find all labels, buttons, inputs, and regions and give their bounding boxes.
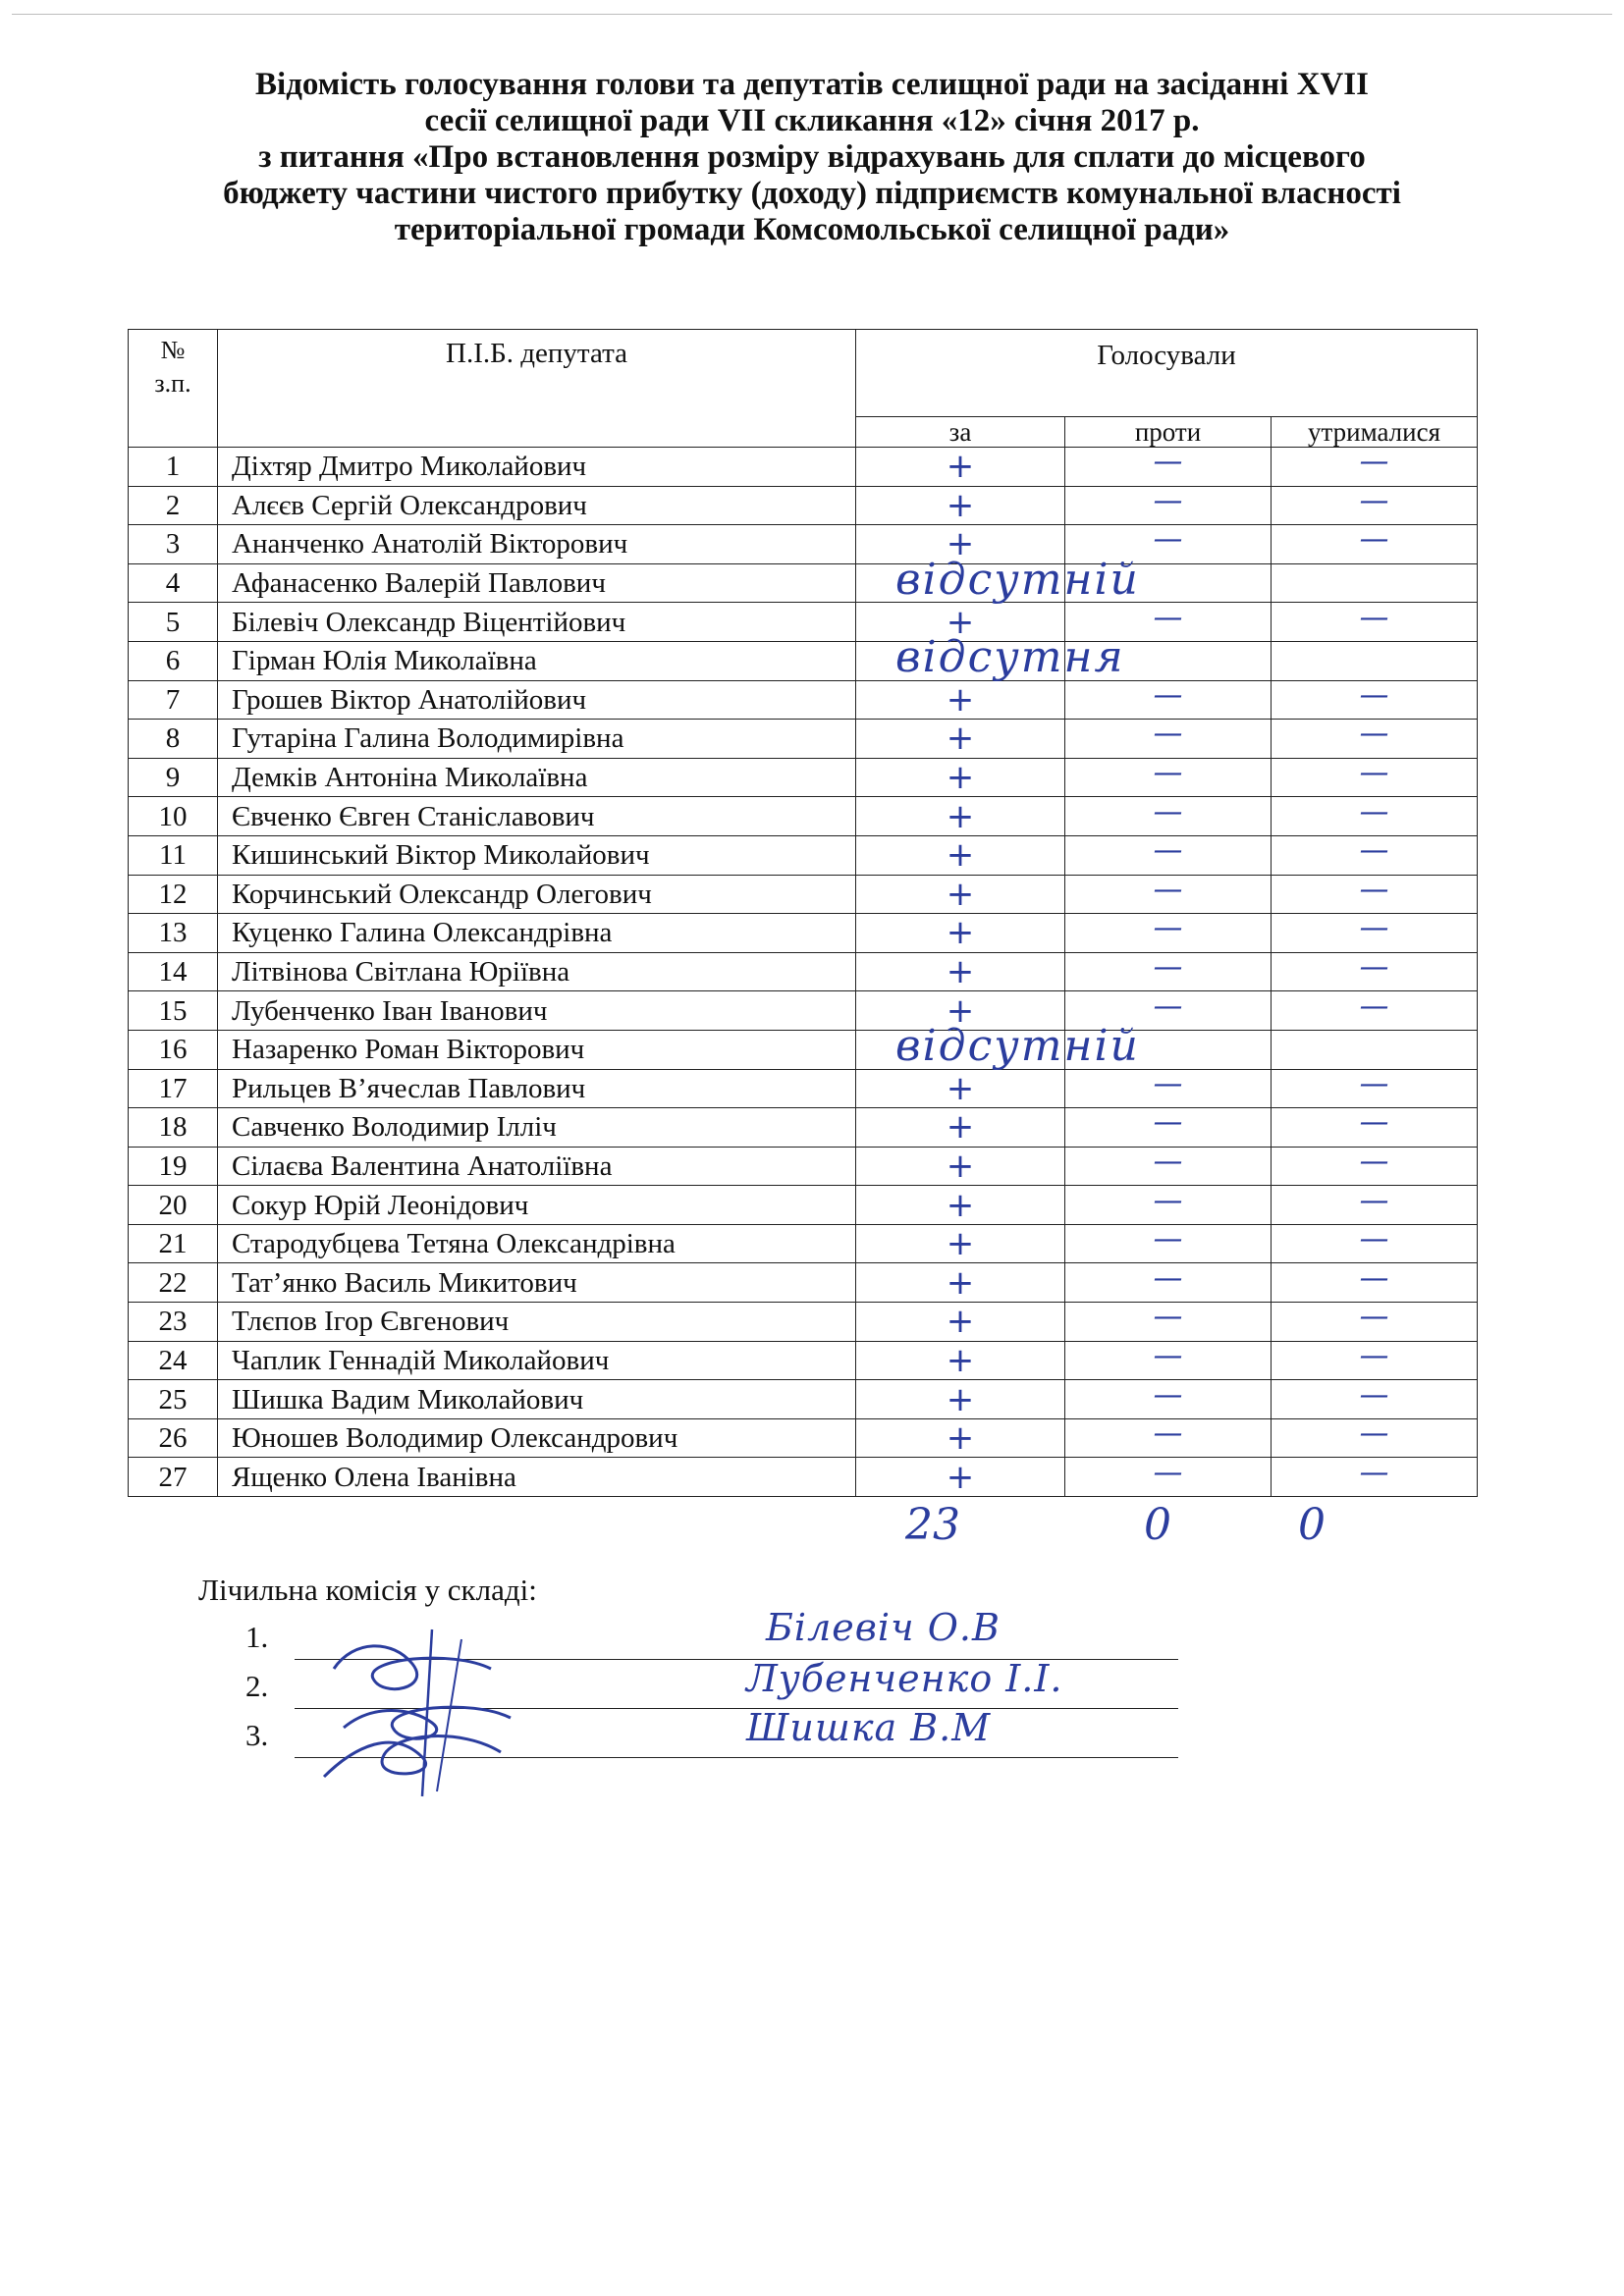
for-cell <box>856 797 1065 836</box>
against-cell <box>1065 717 1272 759</box>
vote-for-mark: + <box>946 1185 975 1225</box>
for-cell <box>856 914 1065 953</box>
against-cell <box>1065 1066 1272 1108</box>
for-cell <box>856 486 1065 525</box>
header-name: П.І.Б. депутата <box>218 330 856 448</box>
row-number: 24 <box>129 1341 218 1380</box>
deputy-name: Корчинський Олександр Олегович <box>218 875 856 914</box>
vote-for-mark: + <box>946 952 975 992</box>
deputy-name: Назаренко Роман Вікторович <box>218 1030 856 1069</box>
abstained-cell <box>1272 952 1478 991</box>
abstained-cell <box>1272 1105 1478 1148</box>
title-line: з питання «Про встановлення розміру відрахувань для сплати до місцевого <box>258 139 1366 175</box>
abstained-cell <box>1272 677 1478 720</box>
total-for: 23 <box>905 1500 960 1550</box>
vote-against-mark: — <box>1153 1183 1183 1218</box>
vote-against-mark: — <box>1153 1105 1183 1141</box>
row-number: 19 <box>129 1147 218 1186</box>
against-cell <box>1065 1183 1272 1225</box>
table-row <box>129 680 1478 720</box>
table-row <box>129 1341 1478 1380</box>
vote-against-mark: — <box>1153 1300 1183 1335</box>
deputy-name: Гутаріна Галина Володимирівна <box>218 720 856 759</box>
member-name: Білевіч О.В <box>766 1606 1001 1649</box>
member-name: Шишка В.М <box>746 1706 992 1749</box>
table-row <box>129 991 1478 1031</box>
vote-abstained-mark: — <box>1359 1455 1389 1490</box>
vote-against-mark: — <box>1153 1260 1183 1296</box>
row-number: 11 <box>129 835 218 875</box>
total-abstained: 0 <box>1298 1500 1326 1550</box>
against-cell <box>1065 1455 1272 1497</box>
against-cell <box>1065 911 1272 953</box>
against-cell <box>1065 1338 1272 1380</box>
against-cell <box>1065 1260 1272 1303</box>
abstained-cell <box>1272 1030 1478 1069</box>
for-cell <box>856 1303 1065 1342</box>
row-number: 21 <box>129 1224 218 1263</box>
abstained-cell <box>1272 1144 1478 1186</box>
for-cell <box>856 758 1065 797</box>
against-cell <box>1065 1300 1272 1342</box>
vote-for-mark: + <box>946 1107 975 1148</box>
table-row <box>129 835 1478 875</box>
vote-against-mark: — <box>1153 600 1183 635</box>
vote-against-mark: — <box>1153 756 1183 791</box>
row-number: 27 <box>129 1458 218 1497</box>
for-cell <box>856 1341 1065 1380</box>
abstained-cell <box>1272 835 1478 875</box>
against-cell <box>1065 677 1272 720</box>
vote-for-mark: + <box>946 447 975 487</box>
document-title <box>147 67 1477 248</box>
table-row <box>129 952 1478 991</box>
vote-against-mark: — <box>1153 1222 1183 1257</box>
deputy-name: Білевіч Олександр Віцентійович <box>218 603 856 642</box>
table-row <box>129 641 1478 680</box>
vote-for-mark: + <box>946 758 975 798</box>
deputy-name: Савченко Володимир Ілліч <box>218 1108 856 1148</box>
vote-against-mark: — <box>1153 988 1183 1024</box>
against-cell <box>1065 872 1272 914</box>
page-top-border <box>12 14 1612 15</box>
vote-abstained-mark: — <box>1359 1066 1389 1101</box>
vote-for-mark: + <box>946 1262 975 1303</box>
title-line: бюджету частини чистого прибутку (доходу) підприємств комунальної власності <box>223 176 1401 211</box>
abstained-cell <box>1272 794 1478 836</box>
vote-for-mark: + <box>946 485 975 525</box>
vote-abstained-mark: — <box>1359 445 1389 480</box>
vote-abstained-mark: — <box>1359 1222 1389 1257</box>
table-row <box>129 797 1478 836</box>
vote-abstained-mark: — <box>1359 1183 1389 1218</box>
header-voted: Голосували <box>856 330 1478 417</box>
vote-for-mark: + <box>946 1457 975 1497</box>
vote-for-mark: + <box>946 1224 975 1264</box>
abstained-cell <box>1272 1300 1478 1342</box>
for-cell <box>856 1263 1065 1303</box>
vote-abstained-mark: — <box>1359 1105 1389 1141</box>
voting-table <box>128 329 1478 1497</box>
against-cell <box>1065 1144 1272 1186</box>
vote-against-mark: — <box>1153 677 1183 713</box>
vote-for-mark: + <box>946 990 975 1031</box>
vote-for-mark: + <box>946 524 975 564</box>
abstained-cell <box>1272 911 1478 953</box>
deputy-name: Ананченко Анатолій Вікторович <box>218 525 856 564</box>
abstained-cell <box>1272 1066 1478 1108</box>
for-cell <box>856 952 1065 991</box>
against-cell <box>1065 758 1272 797</box>
abstained-cell <box>1272 483 1478 525</box>
abstained-cell <box>1272 563 1478 603</box>
handwritten-signatures <box>314 1610 569 1806</box>
vote-for-mark: + <box>946 1379 975 1419</box>
table-row <box>129 563 1478 603</box>
deputy-name: Сілаєва Валентина Анатоліївна <box>218 1147 856 1186</box>
row-number: 9 <box>129 758 218 797</box>
header-for: за <box>856 417 1065 448</box>
vote-against-mark: — <box>1153 483 1183 518</box>
row-number: 14 <box>129 952 218 991</box>
for-cell <box>856 680 1065 720</box>
vote-abstained-mark: — <box>1359 1260 1389 1296</box>
header-against: проти <box>1065 417 1272 448</box>
against-cell <box>1065 1105 1272 1148</box>
table-row <box>129 914 1478 953</box>
abstained-cell <box>1272 988 1478 1031</box>
abstained-cell <box>1272 717 1478 759</box>
abstained-cell <box>1272 1377 1478 1419</box>
deputy-name: Алєєв Сергій Олександрович <box>218 486 856 525</box>
vote-abstained-mark: — <box>1359 1377 1389 1413</box>
against-cell <box>1065 835 1272 875</box>
for-cell <box>856 1108 1065 1148</box>
row-number: 25 <box>129 1380 218 1419</box>
row-number: 8 <box>129 720 218 759</box>
against-cell <box>1065 1418 1272 1458</box>
member-number: 2. <box>245 1669 269 1703</box>
for-cell <box>856 448 1065 487</box>
against-cell <box>1065 1224 1272 1263</box>
row-number: 16 <box>129 1030 218 1069</box>
vote-abstained-mark: — <box>1359 483 1389 518</box>
vote-abstained-mark: — <box>1359 872 1389 907</box>
row-number: 18 <box>129 1108 218 1148</box>
vote-against-mark: — <box>1153 1338 1183 1373</box>
table-row <box>129 875 1478 914</box>
member-name: Лубенченко І.І. <box>746 1657 1063 1700</box>
vote-abstained-mark: — <box>1359 1416 1389 1452</box>
deputy-name: Сокур Юрій Леонідович <box>218 1186 856 1225</box>
header-abstained: утрималися <box>1272 417 1478 448</box>
vote-against-mark: — <box>1153 1455 1183 1490</box>
abstained-cell <box>1272 872 1478 914</box>
table-row <box>129 1224 1478 1263</box>
table-row <box>129 1263 1478 1303</box>
abstained-cell <box>1272 1455 1478 1497</box>
total-against: 0 <box>1144 1500 1171 1550</box>
vote-against-mark: — <box>1153 911 1183 946</box>
vote-abstained-mark: — <box>1359 988 1389 1024</box>
abstained-cell <box>1272 1224 1478 1263</box>
vote-for-mark: + <box>946 1068 975 1108</box>
vote-for-mark: + <box>946 679 975 720</box>
table-row <box>129 758 1478 797</box>
row-number: 7 <box>129 680 218 720</box>
table-row <box>129 1186 1478 1225</box>
row-number: 12 <box>129 875 218 914</box>
absent-mark: відсутній <box>895 554 1140 605</box>
title-line: сесії селищної ради VII скликання «12» січня 2017 р. <box>424 103 1200 138</box>
row-number: 6 <box>129 641 218 680</box>
table-row <box>129 1380 1478 1419</box>
vote-against-mark: — <box>1153 833 1183 869</box>
table-row <box>129 448 1478 487</box>
vote-against-mark: — <box>1153 522 1183 558</box>
row-number: 4 <box>129 563 218 603</box>
member-number: 1. <box>245 1620 269 1654</box>
deputy-name: Ященко Олена Іванівна <box>218 1458 856 1497</box>
deputy-name: Тат’янко Василь Микитович <box>218 1263 856 1303</box>
vote-for-mark: + <box>946 1418 975 1459</box>
table-row <box>129 1108 1478 1148</box>
against-cell <box>1065 483 1272 525</box>
for-cell <box>856 875 1065 914</box>
header-number: № з.п. <box>129 330 218 448</box>
row-number: 22 <box>129 1263 218 1303</box>
abstained-cell <box>1272 1418 1478 1458</box>
table-row <box>129 720 1478 759</box>
absent-cell <box>856 631 1125 682</box>
table-row <box>129 1418 1478 1458</box>
abstained-cell <box>1272 1338 1478 1380</box>
vote-abstained-mark: — <box>1359 677 1389 713</box>
vote-for-mark: + <box>946 1340 975 1380</box>
vote-for-mark: + <box>946 719 975 759</box>
member-number: 3. <box>245 1718 269 1752</box>
abstained-cell <box>1272 641 1478 680</box>
deputy-name: Куценко Галина Олександрівна <box>218 914 856 953</box>
absent-cell <box>856 1020 1140 1071</box>
vote-against-mark: — <box>1153 950 1183 986</box>
vote-for-mark: + <box>946 796 975 836</box>
row-number: 3 <box>129 525 218 564</box>
for-cell <box>856 720 1065 759</box>
against-cell <box>1065 794 1272 836</box>
row-number: 26 <box>129 1418 218 1458</box>
vote-against-mark: — <box>1153 1377 1183 1413</box>
row-number: 5 <box>129 603 218 642</box>
deputy-name: Гірман Юлія Миколаївна <box>218 641 856 680</box>
absent-mark: відсутній <box>895 1020 1140 1071</box>
abstained-cell <box>1272 522 1478 564</box>
vote-abstained-mark: — <box>1359 1338 1389 1373</box>
title-line: Відомість голосування голови та депутатів селищної ради на засіданні XVII <box>255 67 1369 102</box>
for-cell <box>856 835 1065 875</box>
deputy-name: Літвінова Світлана Юріївна <box>218 952 856 991</box>
table-row <box>129 1030 1478 1069</box>
vote-for-mark: + <box>946 1302 975 1342</box>
row-number: 23 <box>129 1303 218 1342</box>
vote-against-mark: — <box>1153 717 1183 752</box>
table-row <box>129 1303 1478 1342</box>
row-number: 17 <box>129 1069 218 1108</box>
vote-abstained-mark: — <box>1359 1300 1389 1335</box>
deputy-name: Афанасенко Валерій Павлович <box>218 563 856 603</box>
row-number: 13 <box>129 914 218 953</box>
against-cell <box>1065 952 1272 991</box>
deputy-name: Стародубцева Тетяна Олександрівна <box>218 1224 856 1263</box>
deputy-name: Шишка Вадим Миколайович <box>218 1380 856 1419</box>
vote-abstained-mark: — <box>1359 756 1389 791</box>
vote-abstained-mark: — <box>1359 950 1389 986</box>
vote-for-mark: + <box>946 874 975 914</box>
abstained-cell <box>1272 600 1478 642</box>
abstained-cell <box>1272 1260 1478 1303</box>
against-cell <box>1065 445 1272 487</box>
table-row <box>129 1069 1478 1108</box>
vote-abstained-mark: — <box>1359 600 1389 635</box>
vote-against-mark: — <box>1153 794 1183 829</box>
absent-mark: відсутня <box>895 631 1125 682</box>
table-row <box>129 525 1478 564</box>
deputy-name: Євченко Євген Станіславович <box>218 797 856 836</box>
for-cell <box>856 1186 1065 1225</box>
vote-abstained-mark: — <box>1359 911 1389 946</box>
against-cell <box>1065 1377 1272 1419</box>
vote-against-mark: — <box>1153 1066 1183 1101</box>
row-number: 10 <box>129 797 218 836</box>
for-cell <box>856 1069 1065 1108</box>
deputy-name: Юношев Володимир Олександрович <box>218 1418 856 1458</box>
row-number: 20 <box>129 1186 218 1225</box>
abstained-cell <box>1272 445 1478 487</box>
deputy-name: Тлєпов Ігор Євгенович <box>218 1303 856 1342</box>
deputy-name: Рильцев В’ячеслав Павлович <box>218 1069 856 1108</box>
for-cell <box>856 1224 1065 1263</box>
for-cell <box>856 1147 1065 1186</box>
vote-against-mark: — <box>1153 445 1183 480</box>
for-cell <box>856 1418 1065 1458</box>
title-line: територіальної громади Комсомольської селищної ради» <box>394 212 1230 247</box>
vote-abstained-mark: — <box>1359 522 1389 558</box>
row-number: 1 <box>129 448 218 487</box>
deputy-name: Демків Антоніна Миколаївна <box>218 758 856 797</box>
deputy-name: Кишинський Віктор Миколайович <box>218 835 856 875</box>
for-cell <box>856 1458 1065 1497</box>
vote-for-mark: + <box>946 602 975 642</box>
vote-for-mark: + <box>946 835 975 876</box>
vote-abstained-mark: — <box>1359 717 1389 752</box>
vote-for-mark: + <box>946 1146 975 1186</box>
vote-abstained-mark: — <box>1359 833 1389 869</box>
vote-against-mark: — <box>1153 1416 1183 1452</box>
deputy-name: Діхтяр Дмитро Миколайович <box>218 448 856 487</box>
table-row <box>129 1147 1478 1186</box>
commission-label: Лічильна комісія у складі: <box>198 1573 537 1607</box>
vote-against-mark: — <box>1153 872 1183 907</box>
deputy-name: Чаплик Геннадій Миколайович <box>218 1341 856 1380</box>
table-row <box>129 1458 1478 1497</box>
vote-against-mark: — <box>1153 1144 1183 1179</box>
deputy-name: Грошев Віктор Анатолійович <box>218 680 856 720</box>
row-number: 2 <box>129 486 218 525</box>
deputy-name: Лубенченко Іван Іванович <box>218 991 856 1031</box>
row-number: 15 <box>129 991 218 1031</box>
for-cell <box>856 1380 1065 1419</box>
vote-abstained-mark: — <box>1359 1144 1389 1179</box>
table-row <box>129 603 1478 642</box>
table-row <box>129 486 1478 525</box>
abstained-cell <box>1272 1183 1478 1225</box>
absent-cell <box>856 554 1140 605</box>
vote-for-mark: + <box>946 913 975 953</box>
abstained-cell <box>1272 758 1478 797</box>
vote-abstained-mark: — <box>1359 794 1389 829</box>
